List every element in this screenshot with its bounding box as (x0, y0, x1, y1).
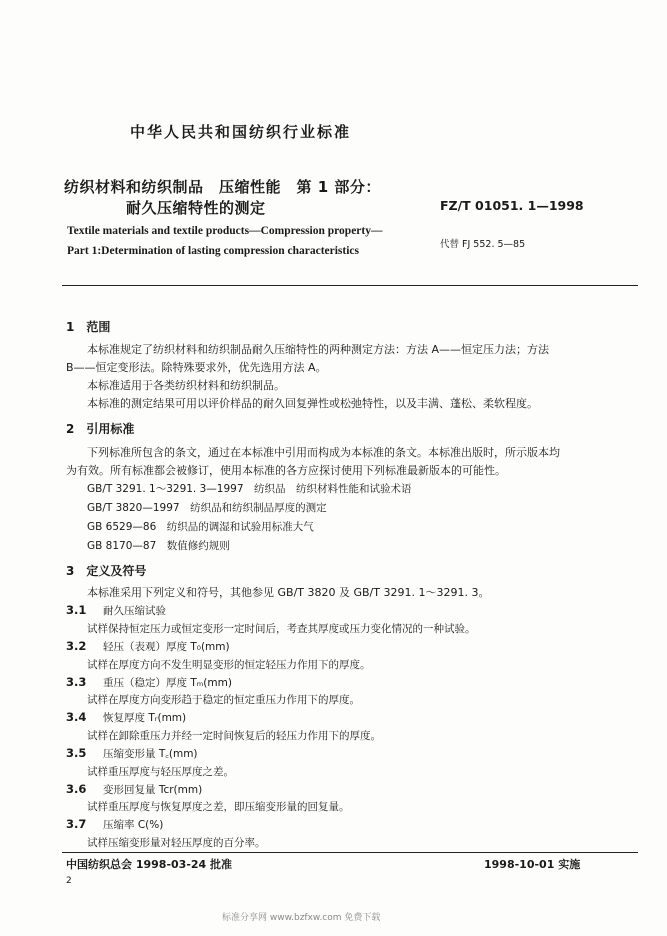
definition-text: 试样保持恒定压力或恒定变形一定时间后，考查其厚度或压力变化情况的一种试验。 (87, 623, 476, 635)
section1-paragraph-line: B——恒定变形法。除特殊要求外，优先选用方法 A。 (66, 361, 327, 374)
definition-term: 轻压（表观）厚度 T₀(mm) (103, 641, 230, 653)
replaces-note: 代替 FJ 552. 5—85 (440, 239, 526, 250)
section3-intro: 本标准采用下列定义和符号，其他参见 GB/T 3820 及 GB/T 3291. 1～3291. 3。 (87, 586, 490, 599)
definition-term: 恢复厚度 Tᵣ(mm) (103, 712, 187, 724)
definition-text: 试样压缩变形量对轻压厚度的百分率。 (87, 837, 266, 849)
definition-term: 重压（稳定）厚度 Tₘ(mm) (103, 677, 232, 689)
section3-heading: 3 定义及符号 (66, 564, 147, 578)
definition-text: 试样在卸除重压力并经一定时间恢复后的轻压力作用下的厚度。 (87, 730, 381, 742)
section1-paragraph: 本标准适用于各类纺织材料和纺织制品。 (87, 379, 285, 392)
section2-paragraph-line: 下列标准所包含的条文，通过在本标准中引用而构成为本标准的条文。本标准出版时，所示版本均 (87, 446, 560, 459)
definition-number: 3.3 (66, 675, 87, 689)
reference-item: GB 8170—87 数值修约规则 (87, 540, 230, 552)
definition-number: 3.5 (66, 746, 87, 760)
title-cn-line1: 纺织材料和纺织制品 压缩性能 第 1 部分： (64, 178, 381, 196)
implementation-date: 1998-10-01 实施 (484, 858, 581, 871)
reference-item: GB 6529—86 纺织品的调湿和试验用标准大气 (87, 521, 314, 533)
standard-category-title: 中华人民共和国纺织行业标准 (130, 123, 352, 141)
definition-number: 3.2 (66, 639, 87, 653)
footer-divider (62, 852, 638, 853)
section1-paragraph-line: 本标准规定了纺织材料和纺织制品耐久压缩特性的两种测定方法：方法 A——恒定压力法；方法 (87, 343, 550, 356)
definition-term: 变形回复量 Tcr(mm) (103, 784, 203, 796)
watermark: 标准分享网 www.bzfxw.com 免费下载 (222, 913, 381, 923)
definition-text: 试样重压厚度与轻压厚度之差。 (87, 766, 234, 778)
definition-number: 3.6 (66, 782, 87, 796)
header-divider (62, 285, 638, 286)
definition-number: 3.7 (66, 817, 87, 831)
definition-text: 试样在厚度方向变形趋于稳定的恒定重压力作用下的厚度。 (87, 694, 360, 706)
definition-term: 耐久压缩试验 (103, 605, 166, 617)
title-en-line1: Textile materials and textile products—Compression property— (67, 225, 383, 237)
section2-paragraph-line: 为有效。所有标准都会被修订，使用本标准的各方应探讨使用下列标准最新版本的可能性。 (66, 464, 506, 477)
standard-code: FZ/T 01051. 1—1998 (440, 198, 584, 213)
title-en-line2: Part 1:Determination of lasting compression characteristics (67, 245, 360, 257)
section2-heading: 2 引用标准 (66, 422, 135, 436)
definition-text: 试样重压厚度与恢复厚度之差，即压缩变形量的回复量。 (87, 801, 350, 813)
definition-number: 3.4 (66, 710, 87, 724)
section1-paragraph: 本标准的测定结果可用以评价样品的耐久回复弹性或松弛特性，以及丰满、蓬松、柔软程度。 (87, 397, 538, 410)
section1-heading: 1 范围 (66, 320, 111, 334)
definition-number: 3.1 (66, 603, 87, 617)
definition-text: 试样在厚度方向不发生明显变形的恒定轻压力作用下的厚度。 (87, 659, 371, 671)
issued-by: 中国纺织总会 1998-03-24 批准 (66, 858, 233, 871)
definition-term: 压缩率 C(%) (103, 819, 164, 831)
reference-item: GB/T 3820—1997 纺织品和纺织制品厚度的测定 (87, 502, 327, 514)
page-number: 2 (66, 876, 72, 886)
reference-item: GB/T 3291. 1～3291. 3—1997 纺织品 纺织材料性能和试验术语 (87, 483, 412, 495)
title-cn-line2: 耐久压缩特性的测定 (126, 199, 266, 217)
definition-term: 压缩变形量 T꜀(mm) (103, 748, 198, 760)
